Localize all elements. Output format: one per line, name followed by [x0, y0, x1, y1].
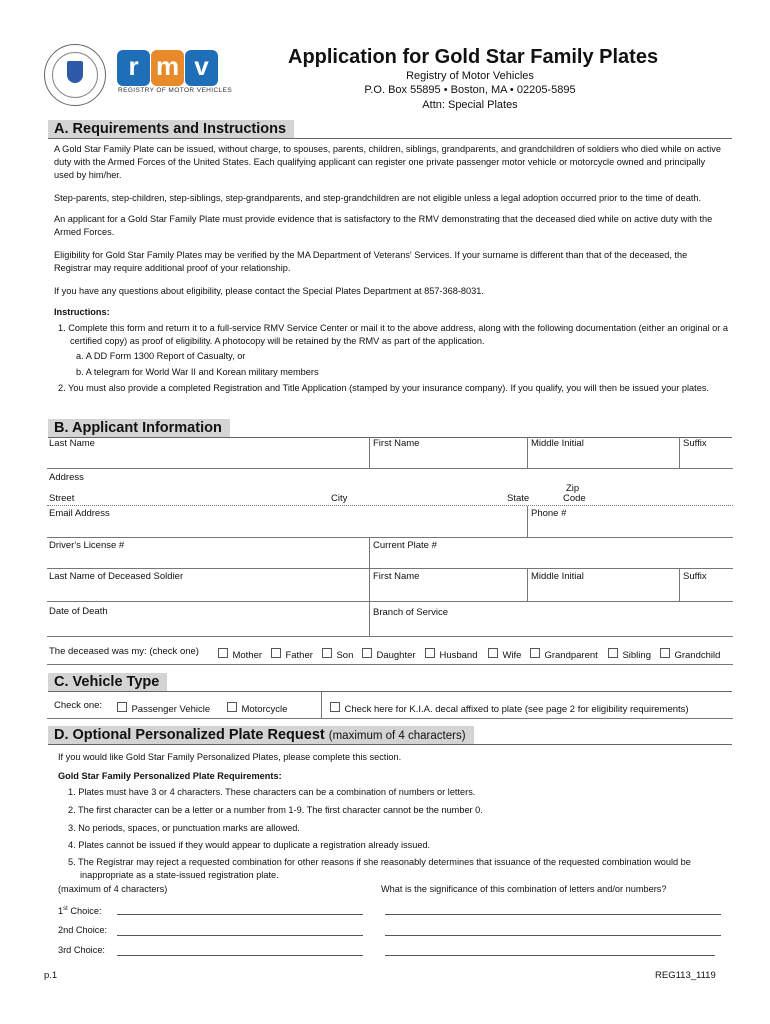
street-field[interactable]: Street [49, 493, 75, 504]
grandchild-checkbox[interactable] [660, 648, 670, 658]
husband-checkbox[interactable] [425, 648, 435, 658]
state-field[interactable]: State [507, 493, 530, 504]
section-d-title: D. Optional Personalized Plate Request (maximum of 4 characters) [48, 726, 474, 744]
father-checkbox[interactable] [271, 648, 281, 658]
plate-requirements-label: Gold Star Family Personalized Plate Requirements: [58, 771, 282, 781]
section-a-header [48, 120, 732, 139]
divider [47, 718, 733, 719]
third-choice-input[interactable] [117, 955, 363, 956]
daughter-checkbox[interactable] [362, 648, 372, 658]
first-choice-input[interactable] [117, 914, 363, 915]
divider [321, 692, 322, 718]
grandchild-label: Grandchild [674, 650, 721, 661]
wife-label: Wife [502, 650, 522, 661]
sibling-checkbox[interactable] [608, 648, 618, 658]
section-c-title: C. Vehicle Type [48, 673, 167, 691]
divider [527, 568, 528, 601]
father-label: Father [285, 650, 313, 661]
deceased-last-name-field[interactable]: Last Name of Deceased Soldier [49, 571, 184, 582]
rmv-logo-subtitle: REGISTRY OF MOTOR VEHICLES [118, 87, 233, 94]
second-choice-label: 2nd Choice: [58, 925, 108, 935]
address-line-3: Attn: Special Plates [422, 99, 518, 111]
husband-label: Husband [439, 650, 478, 661]
relationship-label: The deceased was my: (check one) [49, 646, 199, 657]
instruction-item-1b: b. A telegram for World War II and Korean military members [76, 367, 319, 377]
daughter-label: Daughter [376, 650, 416, 661]
son-label: Son [336, 650, 354, 661]
second-choice-significance-input[interactable] [385, 935, 721, 936]
email-address-field[interactable]: Email Address [49, 508, 110, 519]
third-choice-label: 3rd Choice: [58, 945, 105, 955]
massachusetts-seal [44, 44, 106, 106]
rmv-logo-m: m [151, 50, 184, 86]
passenger-vehicle-checkbox[interactable] [117, 702, 127, 712]
section-d-title-note: (maximum of 4 characters) [328, 730, 466, 742]
divider [369, 437, 370, 468]
third-choice-significance-input[interactable] [385, 955, 715, 956]
divider [47, 537, 733, 538]
divider [369, 601, 370, 636]
kia-decal-option[interactable] [330, 699, 689, 717]
divider [369, 537, 370, 568]
grandparent-label: Grandparent [544, 650, 598, 661]
divider [369, 568, 370, 601]
relationship-mother[interactable] [218, 645, 263, 661]
form-id: REG113_1119 [655, 970, 716, 981]
address-line-2: P.O. Box 55895 • Boston, MA • 02205-5895 [364, 84, 576, 96]
vehicle-type-passenger[interactable] [117, 699, 210, 717]
section-a-paragraph-2: Step-parents, step-children, step-siblings, step-grandparents, and step-grandchildren are not eligible unless a legal adoption occurred prior to the time of death. [54, 193, 702, 203]
relationship-daughter[interactable] [362, 645, 416, 663]
check-one-label: Check one: [54, 700, 103, 711]
section-a-title: A. Requirements and Instructions [48, 120, 294, 138]
divider [47, 568, 733, 569]
relationship-grandparent[interactable] [530, 645, 598, 663]
kia-decal-checkbox[interactable] [330, 702, 340, 712]
drivers-license-field[interactable]: Driver's License # [49, 540, 125, 551]
suffix-field[interactable]: Suffix [683, 438, 707, 449]
divider [47, 468, 733, 469]
section-a-paragraph-5: If you have any questions about eligibility, please contact the Special Plates Department at 857-368-8031. [54, 286, 484, 296]
plate-requirement-2: 2. The first character can be a letter or a number from 1-9. The first character cannot be the number 0. [68, 805, 483, 815]
zip-label: Zip [566, 483, 580, 494]
first-choice-label: 1st Choice: [58, 906, 102, 917]
kia-decal-label: Check here for K.I.A. decal affixed to plate (see page 2 for eligibility requirements) [344, 704, 689, 715]
section-d-header [48, 726, 732, 745]
sibling-label: Sibling [622, 650, 651, 661]
city-field[interactable]: City [331, 493, 348, 504]
max-characters-label: (maximum of 4 characters) [58, 884, 168, 894]
instruction-item-2: 2. You must also provide a completed Registration and Title Application (stamped by your insurance company). If you qualify, you will then be issued your plates. [58, 383, 709, 393]
mother-checkbox[interactable] [218, 648, 228, 658]
relationship-sibling[interactable] [608, 645, 651, 663]
divider [527, 506, 528, 537]
mother-label: Mother [232, 650, 263, 661]
instructions-label: Instructions: [54, 307, 110, 317]
form-title: Application for Gold Star Family Plates [288, 46, 659, 68]
phone-field[interactable]: Phone # [531, 508, 567, 519]
rmv-logo-r: r [117, 50, 150, 86]
relationship-son[interactable] [322, 645, 353, 663]
motorcycle-checkbox[interactable] [227, 702, 237, 712]
plate-requirement-4: 4. Plates cannot be issued if they would appear to duplicate a registration already issued. [68, 840, 431, 850]
motorcycle-label: Motorcycle [241, 704, 288, 715]
divider [47, 601, 733, 602]
second-choice-input[interactable] [117, 935, 363, 936]
divider [527, 437, 528, 468]
significance-label: What is the significance of this combination of letters and/or numbers? [381, 884, 667, 894]
section-c-header [48, 673, 732, 692]
middle-initial-field[interactable]: Middle Initial [531, 438, 584, 449]
zip-code-field[interactable]: Code [563, 493, 586, 504]
date-of-death-field[interactable]: Date of Death [49, 606, 108, 617]
section-a-paragraph-3: An applicant for a Gold Star Family Plate must provide evidence that is satisfactory to the RMV demonstrating that the deceased died while on active duty with the Armed Forces. [54, 214, 713, 238]
address-label: Address [49, 472, 84, 483]
current-plate-field[interactable]: Current Plate # [373, 540, 437, 551]
deceased-first-name-field[interactable]: First Name [373, 571, 420, 582]
relationship-husband[interactable] [425, 645, 477, 663]
son-checkbox[interactable] [322, 648, 332, 658]
divider [679, 568, 680, 601]
instruction-item-1: 1. Complete this form and return it to a full-service RMV Service Center or mail it to the above address, along with the following documentation (either an original or a certified copy) as proof of eligibility. A photocopy will be retained by the RMV as part of the application. [58, 323, 728, 347]
divider [47, 505, 733, 506]
relationship-wife[interactable] [488, 645, 521, 663]
passenger-vehicle-label: Passenger Vehicle [131, 704, 211, 715]
vehicle-type-motorcycle[interactable] [227, 699, 287, 717]
plate-requirement-5: 5. The Registrar may reject a requested combination for other reasons if she reasonably determines that issuance of the requested combination would be inappropriate as a state-issued registration plate. [68, 857, 691, 881]
relationship-father[interactable] [271, 645, 313, 663]
wife-checkbox[interactable] [488, 648, 498, 658]
divider [47, 636, 733, 637]
deceased-suffix-field[interactable]: Suffix [683, 571, 707, 582]
relationship-grandchild[interactable] [660, 645, 720, 663]
section-a-paragraph-4: Eligibility for Gold Star Family Plates may be verified by the MA Department of Veterans' Services. If your surname is different than that of the deceased, the Registrar may require additional proof of your relationship. [54, 250, 688, 274]
branch-of-service-field[interactable]: Branch of Service [373, 607, 448, 618]
first-choice-significance-input[interactable] [385, 914, 721, 915]
grandparent-checkbox[interactable] [530, 648, 540, 658]
address-line-1: Registry of Motor Vehicles [406, 70, 534, 82]
page-number: p.1 [44, 970, 58, 981]
plate-requirement-3: 3. No periods, spaces, or punctuation marks are allowed. [68, 823, 300, 833]
deceased-middle-initial-field[interactable]: Middle Initial [531, 571, 584, 582]
section-b-header [48, 419, 732, 438]
instruction-item-1a: a. A DD Form 1300 Report of Casualty, or [76, 351, 246, 361]
first-name-field[interactable]: First Name [373, 438, 420, 449]
rmv-logo-v: v [185, 50, 218, 86]
divider [679, 437, 680, 468]
divider [47, 664, 733, 665]
section-a-paragraph-1: A Gold Star Family Plate can be issued, without charge, to spouses, parents, children, siblings, grandparents, and grandchildren of soldiers who died while on active duty with the Armed Forces of the United States. Each qualifying applicant can register one private passenger motor vehicle or motorcycle owned and principally used by him/her. [54, 144, 721, 181]
section-b-title: B. Applicant Information [48, 419, 230, 437]
plate-requirement-1: 1. Plates must have 3 or 4 characters. These characters can be a combination of numbers or letters. [68, 787, 476, 797]
last-name-field[interactable]: Last Name [49, 438, 95, 449]
section-d-intro: If you would like Gold Star Family Personalized Plates, please complete this section. [58, 752, 402, 762]
